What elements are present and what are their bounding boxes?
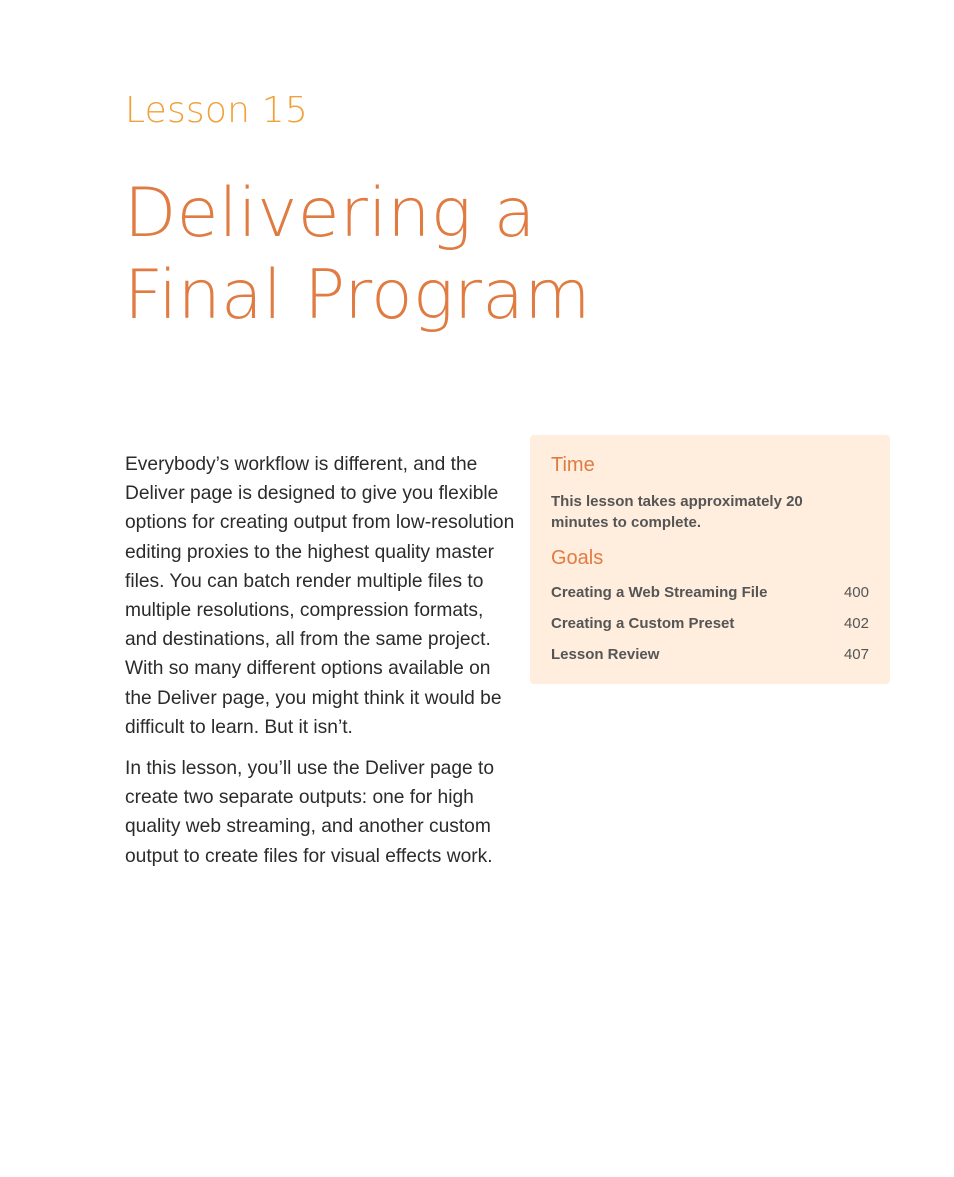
goal-page-number: 407 — [843, 646, 869, 663]
goal-page-number: 400 — [843, 584, 869, 601]
goals-heading: Goals — [551, 547, 604, 569]
chapter-title-line-2: Final Program — [124, 256, 591, 335]
time-description: This lesson takes approximately 20 minutes to complete. — [551, 493, 803, 531]
time-heading: Time — [551, 454, 595, 476]
intro-paragraph-1: Everybody’s workflow is different, and the Deliver page is designed to give you flexible options for creating output from low-resolution editing proxies to the highest quality master files. You can batch render multiple files to multiple resolutions, compression formats, and destinations, all from the same project. With so many different options available on the Deliver page, you might think it would be difficult to learn. But it isn’t. — [125, 454, 515, 738]
goal-item — [551, 584, 869, 604]
goal-title: Creating a Custom Preset — [551, 615, 735, 632]
goal-page-number: 402 — [843, 615, 869, 632]
lesson-overview-sidebar — [530, 435, 890, 684]
chapter-title-line-1: Delivering a — [124, 174, 536, 253]
intro-paragraph-2: In this lesson, you’ll use the Deliver page to create two separate outputs: one for high quality web streaming, and another custom output to create files for visual effects work. — [125, 758, 495, 867]
goal-item — [551, 615, 869, 635]
lesson-label: Lesson 15 — [125, 90, 308, 131]
goal-item — [551, 646, 869, 666]
goal-title: Creating a Web Streaming File — [551, 584, 768, 601]
goal-title: Lesson Review — [551, 646, 660, 663]
intro-body — [125, 450, 520, 883]
